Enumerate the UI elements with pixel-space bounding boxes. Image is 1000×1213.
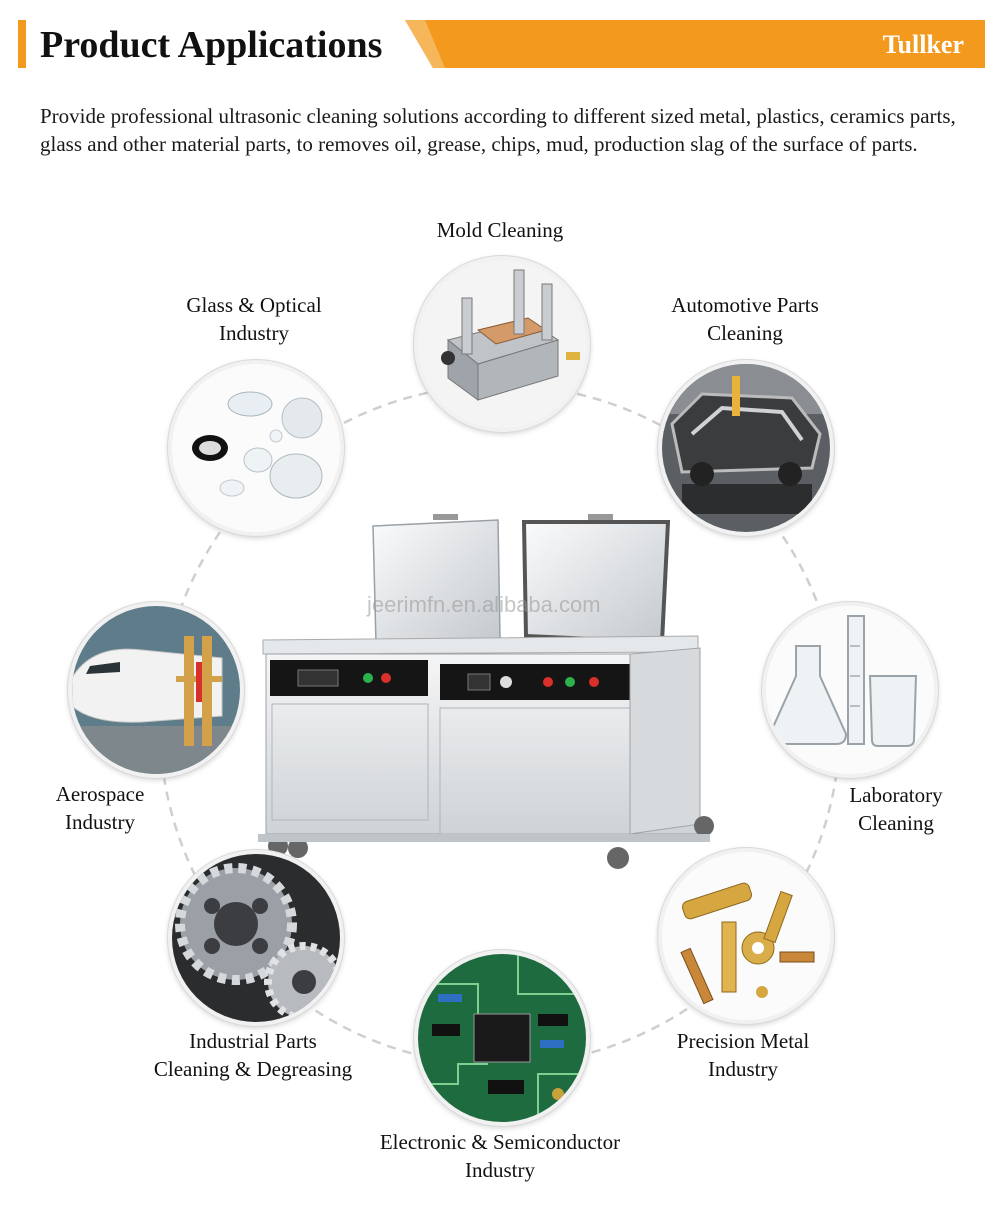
mold-icon [414, 256, 590, 432]
label-automotive: Automotive Parts Cleaning [671, 293, 819, 345]
label-glass-optical: Glass & Optical Industry [186, 293, 322, 345]
watermark-url: jeerimfn.en.alibaba.com [367, 592, 601, 617]
glass-lens-icon [168, 360, 344, 536]
circuit-board-icon [414, 950, 590, 1126]
applications-diagram [0, 200, 1000, 1213]
label-mold-cleaning: Mold Cleaning [436, 218, 564, 242]
ultrasonic-cleaner-icon [258, 508, 720, 872]
brand-name: Tullker [882, 30, 964, 59]
header-accent-bar [18, 20, 26, 68]
airplane-icon [68, 602, 244, 778]
label-industrial-parts: Industrial Parts Cleaning & Degreasing [153, 1029, 353, 1081]
lab-glassware-icon [762, 602, 938, 778]
page-title: Product Applications [40, 24, 383, 66]
label-precision-metal: Precision Metal Industry [676, 1029, 810, 1081]
label-electronic-semiconductor: Electronic & Semiconductor Industry [379, 1130, 621, 1182]
gear-icon [168, 850, 344, 1026]
label-aerospace: Aerospace Industry [55, 782, 145, 834]
brass-parts-icon [658, 848, 834, 1024]
intro-text: Provide professional ultrasonic cleaning solutions according to different sized metal, plastics, ceramics parts, glass and other material parts, to removes oil, grease, chips, mud, production slag of the surface of parts. [40, 104, 956, 156]
car-assembly-icon [658, 360, 834, 536]
label-laboratory: Laboratory Cleaning [849, 783, 943, 835]
